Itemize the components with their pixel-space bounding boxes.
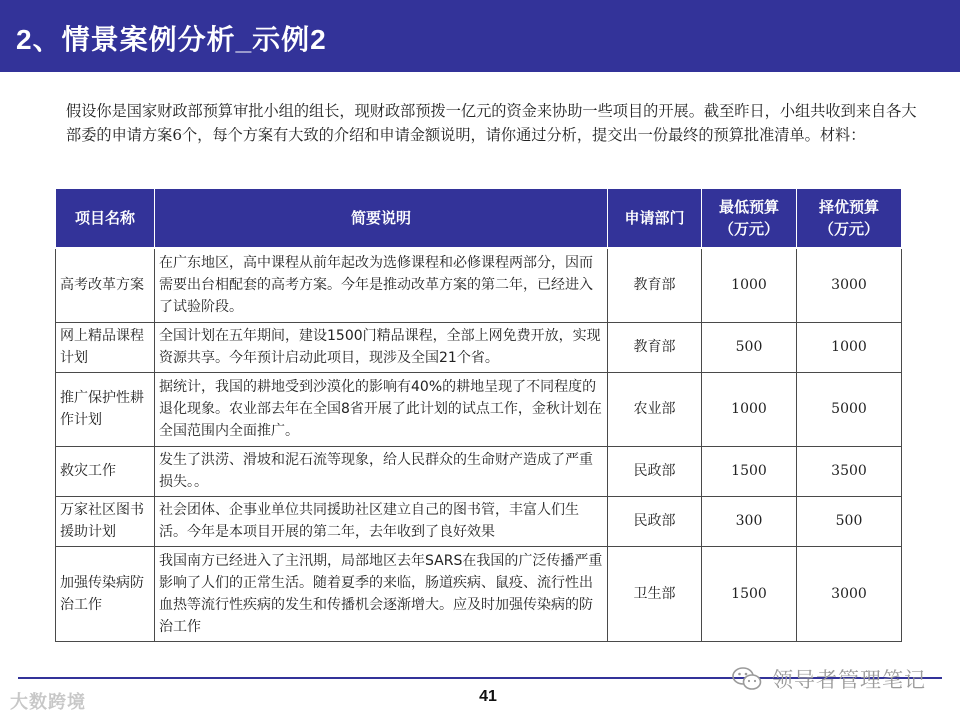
watermark-left-text: 大数跨境 [10,692,86,713]
header-department: 申请部门 [608,189,702,249]
min-budget-cell: 500 [702,322,797,372]
department-cell: 民政部 [608,446,702,496]
department-cell: 民政部 [608,496,702,546]
optimal-budget-cell: 3000 [797,546,902,641]
description-cell: 在广东地区，高中课程从前年起改为选修课程和必修课程两部分，因而需要出台相配套的高考方案。今年是推动改革方案的第二年，已经进入了试验阶段。 [155,248,608,322]
header-optimal-budget [797,189,902,249]
page-number: 41 [479,688,497,705]
title-bar [0,0,960,72]
department-cell: 农业部 [608,372,702,446]
project-name-cell: 万家社区图书援助计划 [56,496,155,546]
optimal-budget-cell: 5000 [797,372,902,446]
wechat-icon [732,666,762,692]
department-cell: 卫生部 [608,546,702,641]
table-row [56,248,902,322]
header-min-budget-line1: 最低预算 [718,198,779,216]
optimal-budget-cell: 3500 [797,446,902,496]
description-cell: 全国计划在五年期间，建设1500门精品课程，全部上网免费开放，实现资源共享。今年预计启动此项目，现涉及全国21个省。 [155,322,608,372]
table-row [56,322,902,372]
project-name-cell: 救灾工作 [56,446,155,496]
table-header-row [56,189,902,249]
table-row [56,446,902,496]
header-optimal-budget-line2: （万元） [818,220,879,238]
table-row [56,372,902,446]
budget-table [55,188,902,642]
min-budget-cell: 1500 [702,446,797,496]
department-cell: 教育部 [608,248,702,322]
watermark-right-text: 领导者管理笔记 [772,668,926,692]
header-min-budget [702,189,797,249]
optimal-budget-cell: 500 [797,496,902,546]
header-optimal-budget-line1: 择优预算 [818,198,879,216]
watermark-left [10,688,86,714]
min-budget-cell: 1000 [702,248,797,322]
header-project-name: 项目名称 [56,189,155,249]
department-cell: 教育部 [608,322,702,372]
project-name-cell: 网上精品课程计划 [56,322,155,372]
table-row [56,546,902,641]
description-cell: 发生了洪涝、滑坡和泥石流等现象，给人民群众的生命财产造成了严重损失。。 [155,446,608,496]
description-cell: 社会团体、企事业单位共同援助社区建立自己的图书管，丰富人们生活。今年是本项目开展的第二年，去年收到了良好效果 [155,496,608,546]
optimal-budget-cell: 1000 [797,322,902,372]
description-cell: 我国南方已经进入了主汛期，局部地区去年SARS在我国的广泛传播严重影响了人们的正常生活。随着夏季的来临，肠道疾病、鼠疫、流行性出血热等流行性疾病的发生和传播机会逐渐增大。应及时加强传染病的防治工作 [155,546,608,641]
header-description: 简要说明 [155,189,608,249]
header-min-budget-line2: （万元） [718,220,779,238]
project-name-cell: 推广保护性耕作计划 [56,372,155,446]
min-budget-cell: 1000 [702,372,797,446]
min-budget-cell: 300 [702,496,797,546]
slide-title: 2、情景案例分析_示例2 [16,24,327,55]
intro-paragraph: 假设你是国家财政部预算审批小组的组长，现财政部预拨一亿元的资金来协助一些项目的开展。截至昨日，小组共收到来自各大部委的申请方案6个，每个方案有大致的介绍和申请金额说明，请你通过分析，提交出一份最终的预算批准清单。材料： [66,102,917,144]
min-budget-cell: 1500 [702,546,797,641]
optimal-budget-cell: 3000 [797,248,902,322]
project-name-cell: 加强传染病防治工作 [56,546,155,641]
watermark-right [732,664,926,694]
table-row [56,496,902,546]
description-cell: 据统计，我国的耕地受到沙漠化的影响有40%的耕地呈现了不同程度的退化现象。农业部去年在全国8省开展了此计划的试点工作，金秋计划在全国范围内全面推广。 [155,372,608,446]
project-name-cell: 高考改革方案 [56,248,155,322]
